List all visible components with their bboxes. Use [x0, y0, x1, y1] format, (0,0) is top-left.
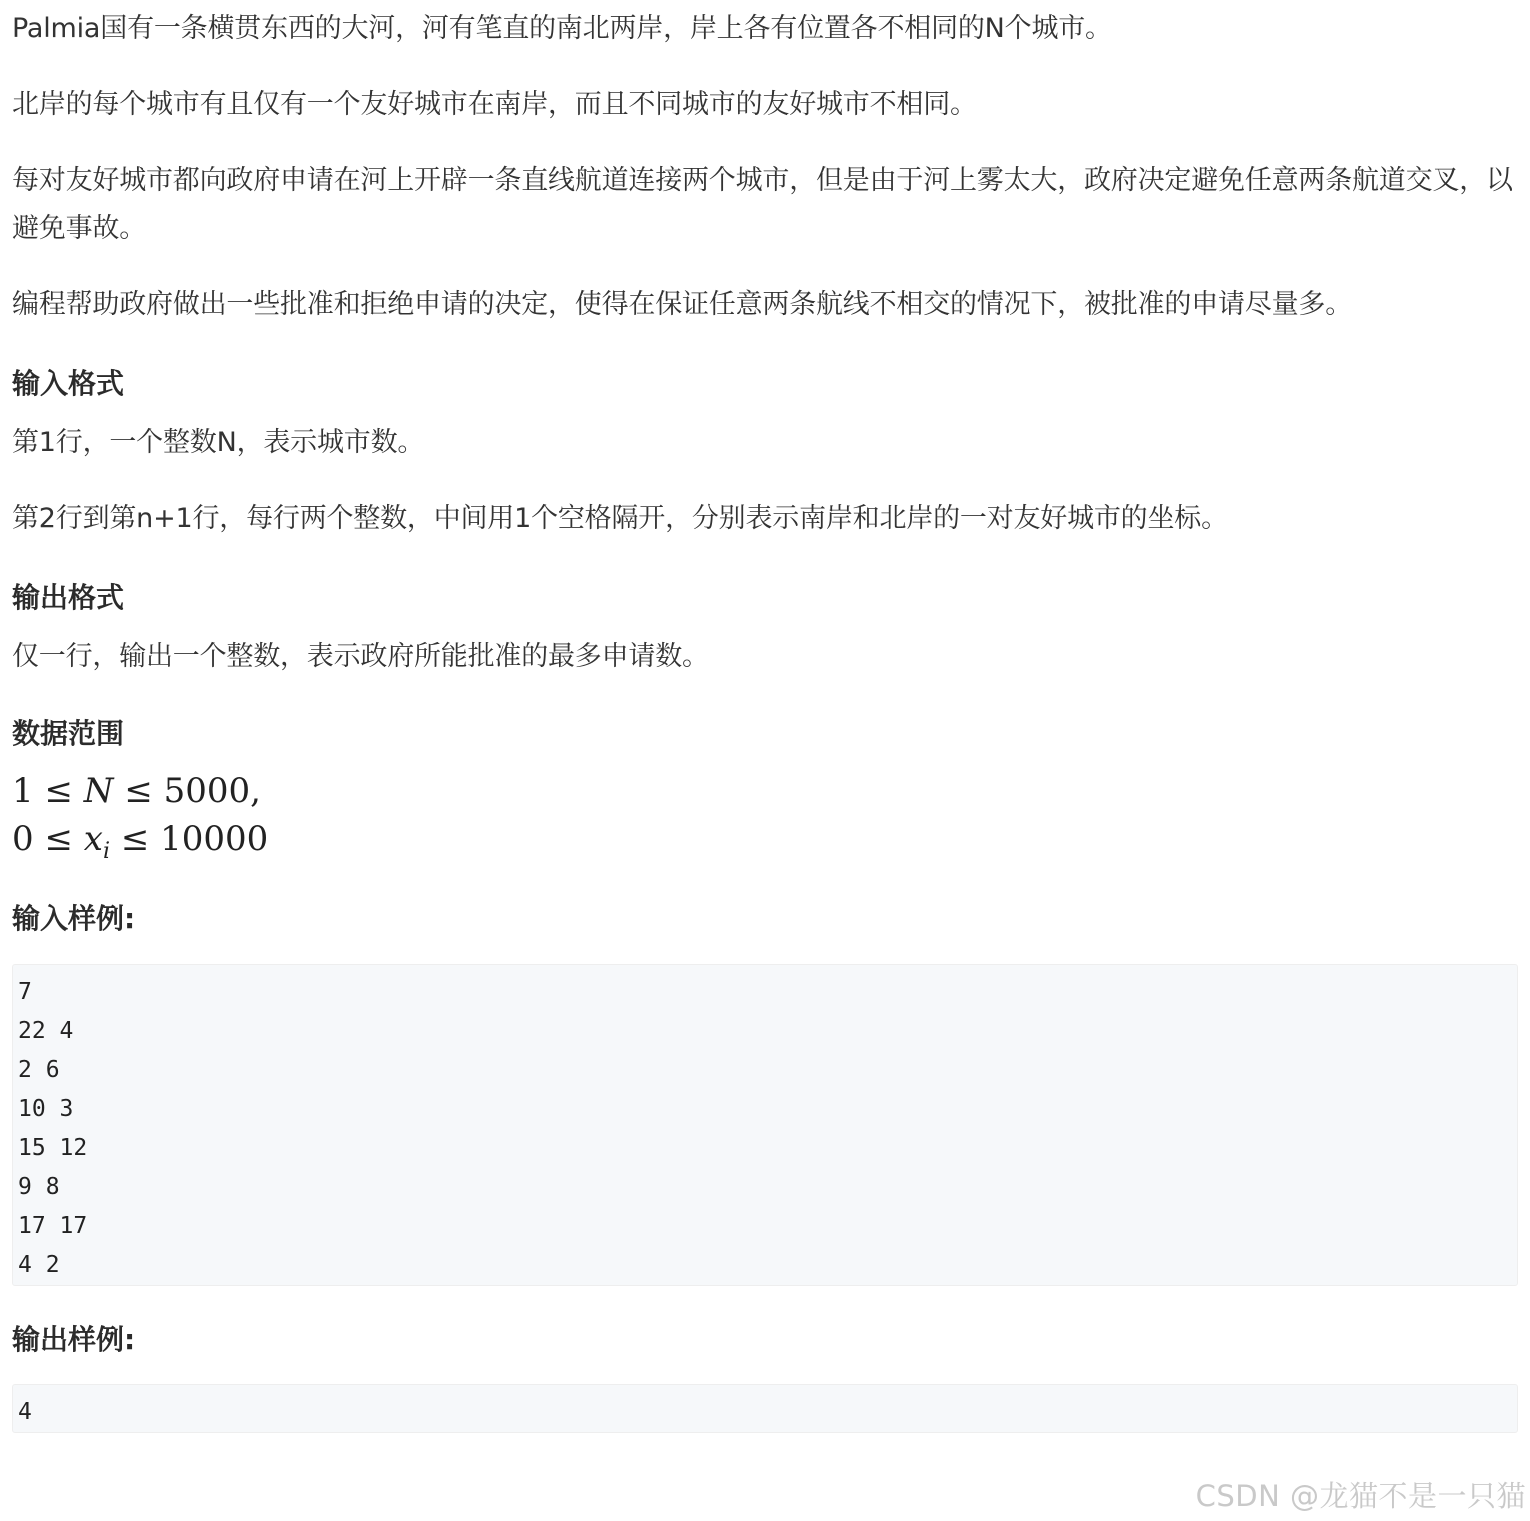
sample-input-heading: 输入样例: — [12, 902, 136, 935]
constraint-x-subscript: i — [102, 839, 110, 864]
leq-symbol: ≤ — [44, 771, 73, 811]
csdn-watermark: CSDN @龙猫不是一只猫 — [1195, 1479, 1526, 1513]
constraint-n-variable: N — [83, 771, 114, 811]
sample-input-code-block[interactable] — [12, 964, 1518, 1286]
leq-symbol: ≤ — [120, 819, 150, 859]
constraint-n-comma: , — [250, 771, 261, 811]
constraint-x-upper: 10000 — [160, 819, 269, 859]
constraint-x-variable: x — [83, 819, 103, 859]
leq-symbol: ≤ — [124, 771, 153, 811]
code-line: 4 2 — [18, 1252, 60, 1278]
description-paragraph-1: Palmia国有一条横贯东西的大河，河有笔直的南北两岸，岸上各有位置各不相同的N个城市。 — [12, 13, 1112, 44]
code-line: 17 17 — [18, 1213, 88, 1239]
sample-output-code-block[interactable] — [12, 1384, 1518, 1433]
code-line: 2 6 — [18, 1057, 60, 1083]
code-line: 4 — [18, 1399, 32, 1425]
constraint-n — [12, 767, 261, 815]
code-line: 22 4 — [18, 1018, 74, 1044]
output-format-heading: 输出格式 — [12, 581, 125, 614]
sample-output-heading: 输出样例: — [12, 1323, 136, 1356]
constraint-x-lower: 0 — [12, 819, 34, 859]
code-line: 9 8 — [18, 1174, 60, 1200]
input-format-line-1: 第1行，一个整数N，表示城市数。 — [12, 427, 425, 458]
code-line: 10 3 — [18, 1096, 74, 1122]
constraint-n-upper: 5000 — [163, 771, 251, 811]
input-format-heading: 输入格式 — [12, 367, 125, 400]
description-paragraph-2: 北岸的每个城市有且仅有一个友好城市在南岸，而且不同城市的友好城市不相同。 — [12, 89, 977, 120]
code-line: 15 12 — [18, 1135, 88, 1161]
input-format-line-2: 第2行到第n+1行，每行两个整数，中间用1个空格隔开，分别表示南岸和北岸的一对友好城市的坐标。 — [12, 503, 1228, 534]
description-paragraph-3: 每对友好城市都向政府申请在河上开辟一条直线航道连接两个城市，但是由于河上雾太大，政府决定避免任意两条航道交叉，以避免事故。 — [12, 165, 1513, 244]
constraint-n-lower: 1 — [12, 771, 34, 811]
code-line: 7 — [18, 979, 32, 1005]
constraint-x — [12, 815, 268, 876]
data-range-heading: 数据范围 — [12, 717, 125, 750]
output-format-line-1: 仅一行，输出一个整数，表示政府所能批准的最多申请数。 — [12, 641, 709, 672]
leq-symbol: ≤ — [44, 819, 73, 859]
description-paragraph-4: 编程帮助政府做出一些批准和拒绝申请的决定，使得在保证任意两条航线不相交的情况下，被批准的申请尽量多。 — [12, 289, 1352, 320]
